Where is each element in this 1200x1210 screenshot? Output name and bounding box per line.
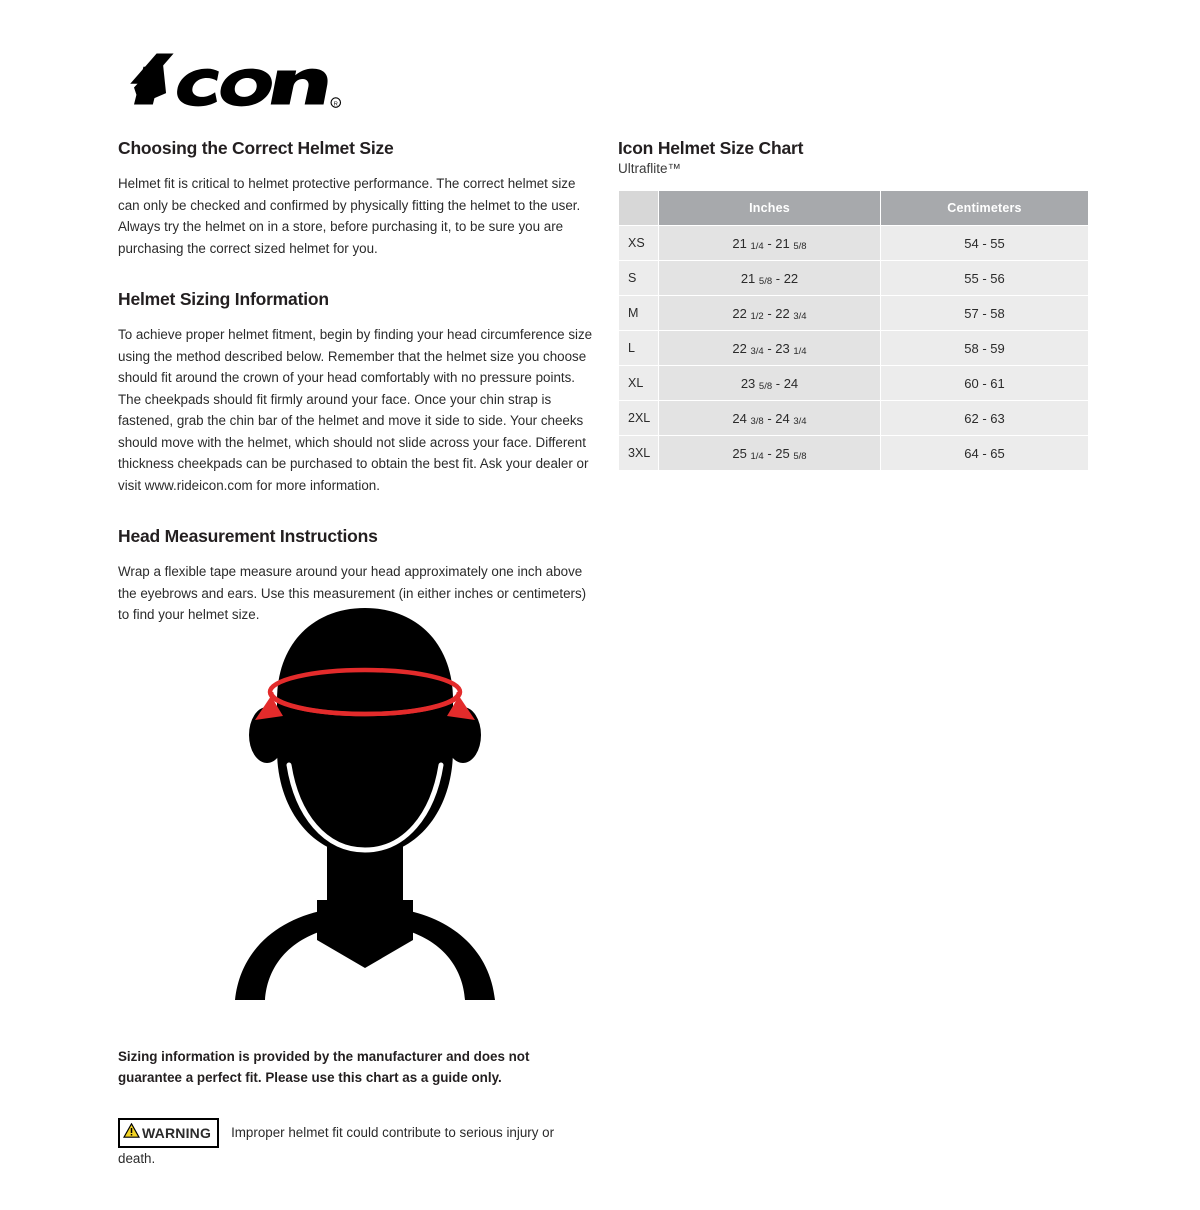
table-row xyxy=(619,366,1089,401)
inches-high-whole: 22 xyxy=(783,270,799,286)
cell-centimeters: 58 - 59 xyxy=(881,331,1089,366)
inches-high-whole: 24 xyxy=(775,410,790,426)
left-content-column xyxy=(118,138,596,626)
cell-size: L xyxy=(619,331,659,366)
inches-high-whole: 22 xyxy=(775,305,790,321)
size-chart-title: Icon Helmet Size Chart xyxy=(618,138,804,158)
table-row xyxy=(619,261,1089,296)
cell-size: XL xyxy=(619,366,659,401)
inches-high-whole: 24 xyxy=(783,375,799,391)
warning-triangle-icon xyxy=(123,1123,140,1144)
head-measurement-diagram xyxy=(205,600,525,1000)
cell-centimeters: 54 - 55 xyxy=(881,226,1089,261)
icon-logo xyxy=(118,46,348,112)
inches-high-whole: 23 xyxy=(775,340,790,356)
table-header-size xyxy=(619,191,659,226)
cell-inches: 23 5/8 - 24 xyxy=(659,366,881,401)
cell-inches: 21 1/4 - 21 5/8 xyxy=(659,226,881,261)
section-heading-choosing-size: Choosing the Correct Helmet Size xyxy=(118,138,394,158)
inches-low-whole: 22 xyxy=(732,340,747,356)
inches-high-frac: 1/4 xyxy=(793,345,807,357)
inches-low-frac: 5/8 xyxy=(758,275,773,287)
warning-badge xyxy=(118,1118,219,1148)
inches-low-frac: 5/8 xyxy=(758,380,773,392)
cell-size: 2XL xyxy=(619,401,659,436)
inches-low-whole: 21 xyxy=(732,235,747,251)
cell-size: M xyxy=(619,296,659,331)
inches-high-frac: 3/4 xyxy=(793,415,807,427)
inches-low-frac: 3/4 xyxy=(750,345,764,357)
inches-high-frac: 3/4 xyxy=(793,310,807,322)
cell-inches: 22 1/2 - 22 3/4 xyxy=(659,296,881,331)
cell-size: 3XL xyxy=(619,436,659,471)
table-header-row xyxy=(619,191,1089,226)
cell-inches: 25 1/4 - 25 5/8 xyxy=(659,436,881,471)
section-body-head-measurement: Wrap a flexible tape measure around your head approximately one inch above the eyebrows and ears. Use this measurement (in either inches or centimeters) to find your helmet size. xyxy=(118,564,587,622)
inches-low-whole: 25 xyxy=(732,445,747,461)
inches-low-whole: 22 xyxy=(732,305,747,321)
inches-high-whole: 21 xyxy=(775,235,790,251)
inches-low-whole: 23 xyxy=(740,375,756,391)
table-row xyxy=(619,401,1089,436)
inches-high-frac: 5/8 xyxy=(793,240,807,252)
section-heading-sizing-info: Helmet Sizing Information xyxy=(118,289,329,309)
size-chart-subtitle: Ultraflite™ xyxy=(618,161,682,176)
section-heading-head-measurement: Head Measurement Instructions xyxy=(118,526,378,546)
cell-inches: 22 3/4 - 23 1/4 xyxy=(659,331,881,366)
section-body-sizing-info: To achieve proper helmet fitment, begin by finding your head circumference size using the method described below. Remember that the helmet size you choose should fit around the crown of your head comfortably with no pressure points. The cheekpads should fit firmly around your face. Once your chin strap is fastened, grab the chin bar of the helmet and move it side to side. Your cheeks should move with the helmet, which should not slide across your face. Different thickness cheekpads can be purchased to obtain the best fit. Ask your dealer or visit www.rideicon.com for more information. xyxy=(118,327,593,493)
warning-block xyxy=(118,1118,588,1169)
sizing-disclaimer: Sizing information is provided by the manufacturer and does not guarantee a perfect fit. Please use this chart as a guide only. xyxy=(118,1049,530,1085)
cell-centimeters: 64 - 65 xyxy=(881,436,1089,471)
table-row xyxy=(619,436,1089,471)
cell-centimeters: 55 - 56 xyxy=(881,261,1089,296)
cell-centimeters: 60 - 61 xyxy=(881,366,1089,401)
inches-low-frac: 1/4 xyxy=(750,450,764,462)
inches-high-whole: 25 xyxy=(775,445,790,461)
cell-inches: 21 5/8 - 22 xyxy=(659,261,881,296)
cell-size: S xyxy=(619,261,659,296)
inches-low-frac: 1/2 xyxy=(750,310,764,322)
inches-low-whole: 24 xyxy=(732,410,747,426)
table-header-centimeters: Centimeters xyxy=(881,191,1089,226)
size-chart-panel xyxy=(618,138,1088,471)
table-row xyxy=(619,331,1089,366)
cell-inches: 24 3/8 - 24 3/4 xyxy=(659,401,881,436)
section-body-choosing-size: Helmet fit is critical to helmet protective performance. The correct helmet size can only be checked and confirmed by physically fitting the helmet to the user. Always try the helmet on in a store, before purchasing it, to be sure you are purchasing the correct sized helmet for you. xyxy=(118,176,581,256)
warning-message: Improper helmet fit could contribute to serious injury or death. xyxy=(118,1124,555,1166)
inches-low-whole: 21 xyxy=(740,270,756,286)
inches-low-frac: 3/8 xyxy=(750,415,764,427)
table-row xyxy=(619,296,1089,331)
svg-text:R: R xyxy=(333,101,338,108)
cell-size: XS xyxy=(619,226,659,261)
helmet-size-table xyxy=(618,190,1089,471)
table-row xyxy=(619,226,1089,261)
inches-high-frac: 5/8 xyxy=(793,450,807,462)
inches-low-frac: 1/4 xyxy=(750,240,764,252)
table-header-inches: Inches xyxy=(659,191,881,226)
cell-centimeters: 62 - 63 xyxy=(881,401,1089,436)
warning-label: WARNING xyxy=(142,1124,212,1141)
cell-centimeters: 57 - 58 xyxy=(881,296,1089,331)
